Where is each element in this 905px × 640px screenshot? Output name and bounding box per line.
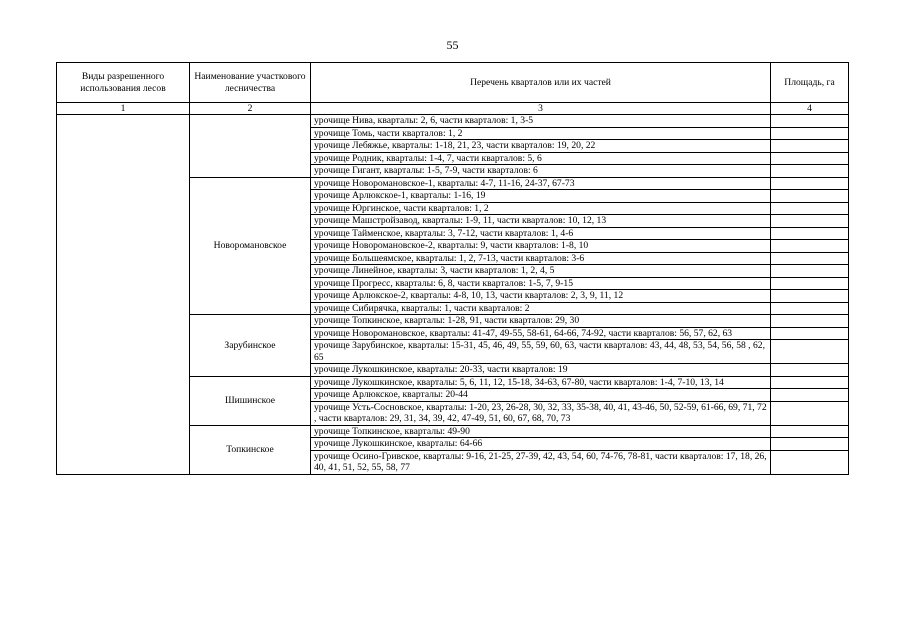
quarters-cell: урочище Сибирячка, кварталы: 1, части кварталов: 2 bbox=[311, 302, 771, 315]
column-number: 1 bbox=[57, 103, 190, 115]
area-cell bbox=[771, 327, 849, 340]
quarters-cell: урочище Лебяжье, кварталы: 1-18, 21, 23, части кварталов: 19, 20, 22 bbox=[311, 140, 771, 153]
page-number: 55 bbox=[446, 38, 459, 52]
quarters-cell: урочище Новоромановское-1, кварталы: 4-7, 11-16, 24-37, 67-73 bbox=[311, 177, 771, 190]
forestry-name-cell: Новоромановское bbox=[190, 177, 311, 315]
quarters-cell: урочище Лукошкинское, кварталы: 64-66 bbox=[311, 438, 771, 451]
area-cell bbox=[771, 425, 849, 438]
area-cell bbox=[771, 389, 849, 402]
quarters-cell: урочище Усть-Сосновское, кварталы: 1-20, 23, 26-28, 30, 32, 33, 35-38, 40, 41, 43-46, 50, 52-59, 61-66, 69, 71, 72 , части кварталов: 29, 31, 34, 39, 42, 47-49, 51, 60, 67, 68, 70, 73 bbox=[311, 401, 771, 425]
quarters-cell: урочище Топкинское, кварталы: 49-90 bbox=[311, 425, 771, 438]
table-body bbox=[57, 115, 849, 475]
column-number: 2 bbox=[190, 103, 311, 115]
quarters-cell: урочище Большеямское, кварталы: 1, 2, 7-13, части кварталов: 3-6 bbox=[311, 252, 771, 265]
quarters-cell: урочище Арлюкское-2, кварталы: 4-8, 10, 13, части кварталов: 2, 3, 9, 11, 12 bbox=[311, 290, 771, 303]
column-number-row bbox=[57, 103, 849, 115]
area-cell bbox=[771, 302, 849, 315]
quarters-cell: урочище Осино-Гривское, кварталы: 9-16, 21-25, 27-39, 42, 43, 54, 60, 74-76, 78-81, части кварталов: 17, 18, 26, 40, 41, 51, 52, 55, 58, 77 bbox=[311, 450, 771, 474]
quarters-cell: урочище Арлюкское, кварталы: 20-44 bbox=[311, 389, 771, 402]
forestry-name-cell: Топкинское bbox=[190, 425, 311, 474]
area-cell bbox=[771, 290, 849, 303]
forestry-name-cell: Шишинское bbox=[190, 376, 311, 425]
quarters-cell: урочище Томь, части кварталов: 1, 2 bbox=[311, 127, 771, 140]
area-cell bbox=[771, 438, 849, 451]
area-cell bbox=[771, 277, 849, 290]
area-cell bbox=[771, 364, 849, 377]
forestry-name-cell: Зарубинское bbox=[190, 315, 311, 377]
area-cell bbox=[771, 165, 849, 178]
quarters-cell: урочище Зарубинское, кварталы: 15-31, 45, 46, 49, 55, 59, 60, 63, части кварталов: 43, 44, 48, 53, 54, 56, 58 , 62, 65 bbox=[311, 340, 771, 364]
quarters-cell: урочище Новоромановское-2, кварталы: 9, части кварталов: 1-8, 10 bbox=[311, 240, 771, 253]
table-row bbox=[57, 115, 849, 128]
forestry-name-cell bbox=[190, 115, 311, 178]
area-cell bbox=[771, 190, 849, 203]
quarters-cell: урочище Топкинское, кварталы: 1-28, 91, части кварталов: 29, 30 bbox=[311, 315, 771, 328]
area-cell bbox=[771, 140, 849, 153]
area-cell bbox=[771, 215, 849, 228]
quarters-cell: урочище Линейное, кварталы: 3, части кварталов: 1, 2, 4, 5 bbox=[311, 265, 771, 278]
area-cell bbox=[771, 450, 849, 474]
area-cell bbox=[771, 401, 849, 425]
quarters-cell: урочище Нива, кварталы: 2, 6, части кварталов: 1, 3-5 bbox=[311, 115, 771, 128]
area-cell bbox=[771, 177, 849, 190]
quarters-cell: урочище Лукошкинское, кварталы: 20-33, части кварталов: 19 bbox=[311, 364, 771, 377]
area-cell bbox=[771, 127, 849, 140]
quarters-cell: урочище Новоромановское, кварталы: 41-47, 49-55, 58-61, 64-66, 74-92, части кварталов: 56, 57, 62, 63 bbox=[311, 327, 771, 340]
area-cell bbox=[771, 115, 849, 128]
table-header-row bbox=[57, 63, 849, 103]
area-cell bbox=[771, 152, 849, 165]
column-number: 4 bbox=[771, 103, 849, 115]
area-cell bbox=[771, 376, 849, 389]
quarters-cell: урочище Юргинское, части кварталов: 1, 2 bbox=[311, 202, 771, 215]
quarters-cell: урочище Гигант, кварталы: 1-5, 7-9, части кварталов: 6 bbox=[311, 165, 771, 178]
area-cell bbox=[771, 315, 849, 328]
area-cell bbox=[771, 252, 849, 265]
header-area: Площадь, га bbox=[771, 63, 849, 103]
quarters-cell: урочище Родник, кварталы: 1-4, 7, части кварталов: 5, 6 bbox=[311, 152, 771, 165]
forest-use-table bbox=[56, 62, 849, 475]
area-cell bbox=[771, 240, 849, 253]
use-type-cell bbox=[57, 115, 190, 475]
quarters-cell: урочище Лукошкинское, кварталы: 5, 6, 11, 12, 15-18, 34-63, 67-80, части кварталов: 1-4, 7-10, 13, 14 bbox=[311, 376, 771, 389]
area-cell bbox=[771, 227, 849, 240]
area-cell bbox=[771, 340, 849, 364]
quarters-cell: урочище Тайменское, кварталы: 3, 7-12, части кварталов: 1, 4-6 bbox=[311, 227, 771, 240]
header-quarters-list: Перечень кварталов или их частей bbox=[311, 63, 771, 103]
header-use-type: Виды разрешенного использования лесов bbox=[57, 63, 190, 103]
quarters-cell: урочище Прогресс, кварталы: 6, 8, части кварталов: 1-5, 7, 9-15 bbox=[311, 277, 771, 290]
header-forestry-name: Наименование участкового лесничества bbox=[190, 63, 311, 103]
quarters-cell: урочище Машстройзавод, кварталы: 1-9, 11, части кварталов: 10, 12, 13 bbox=[311, 215, 771, 228]
area-cell bbox=[771, 202, 849, 215]
area-cell bbox=[771, 265, 849, 278]
column-number: 3 bbox=[311, 103, 771, 115]
quarters-cell: урочище Арлюкское-1, кварталы: 1-16, 19 bbox=[311, 190, 771, 203]
